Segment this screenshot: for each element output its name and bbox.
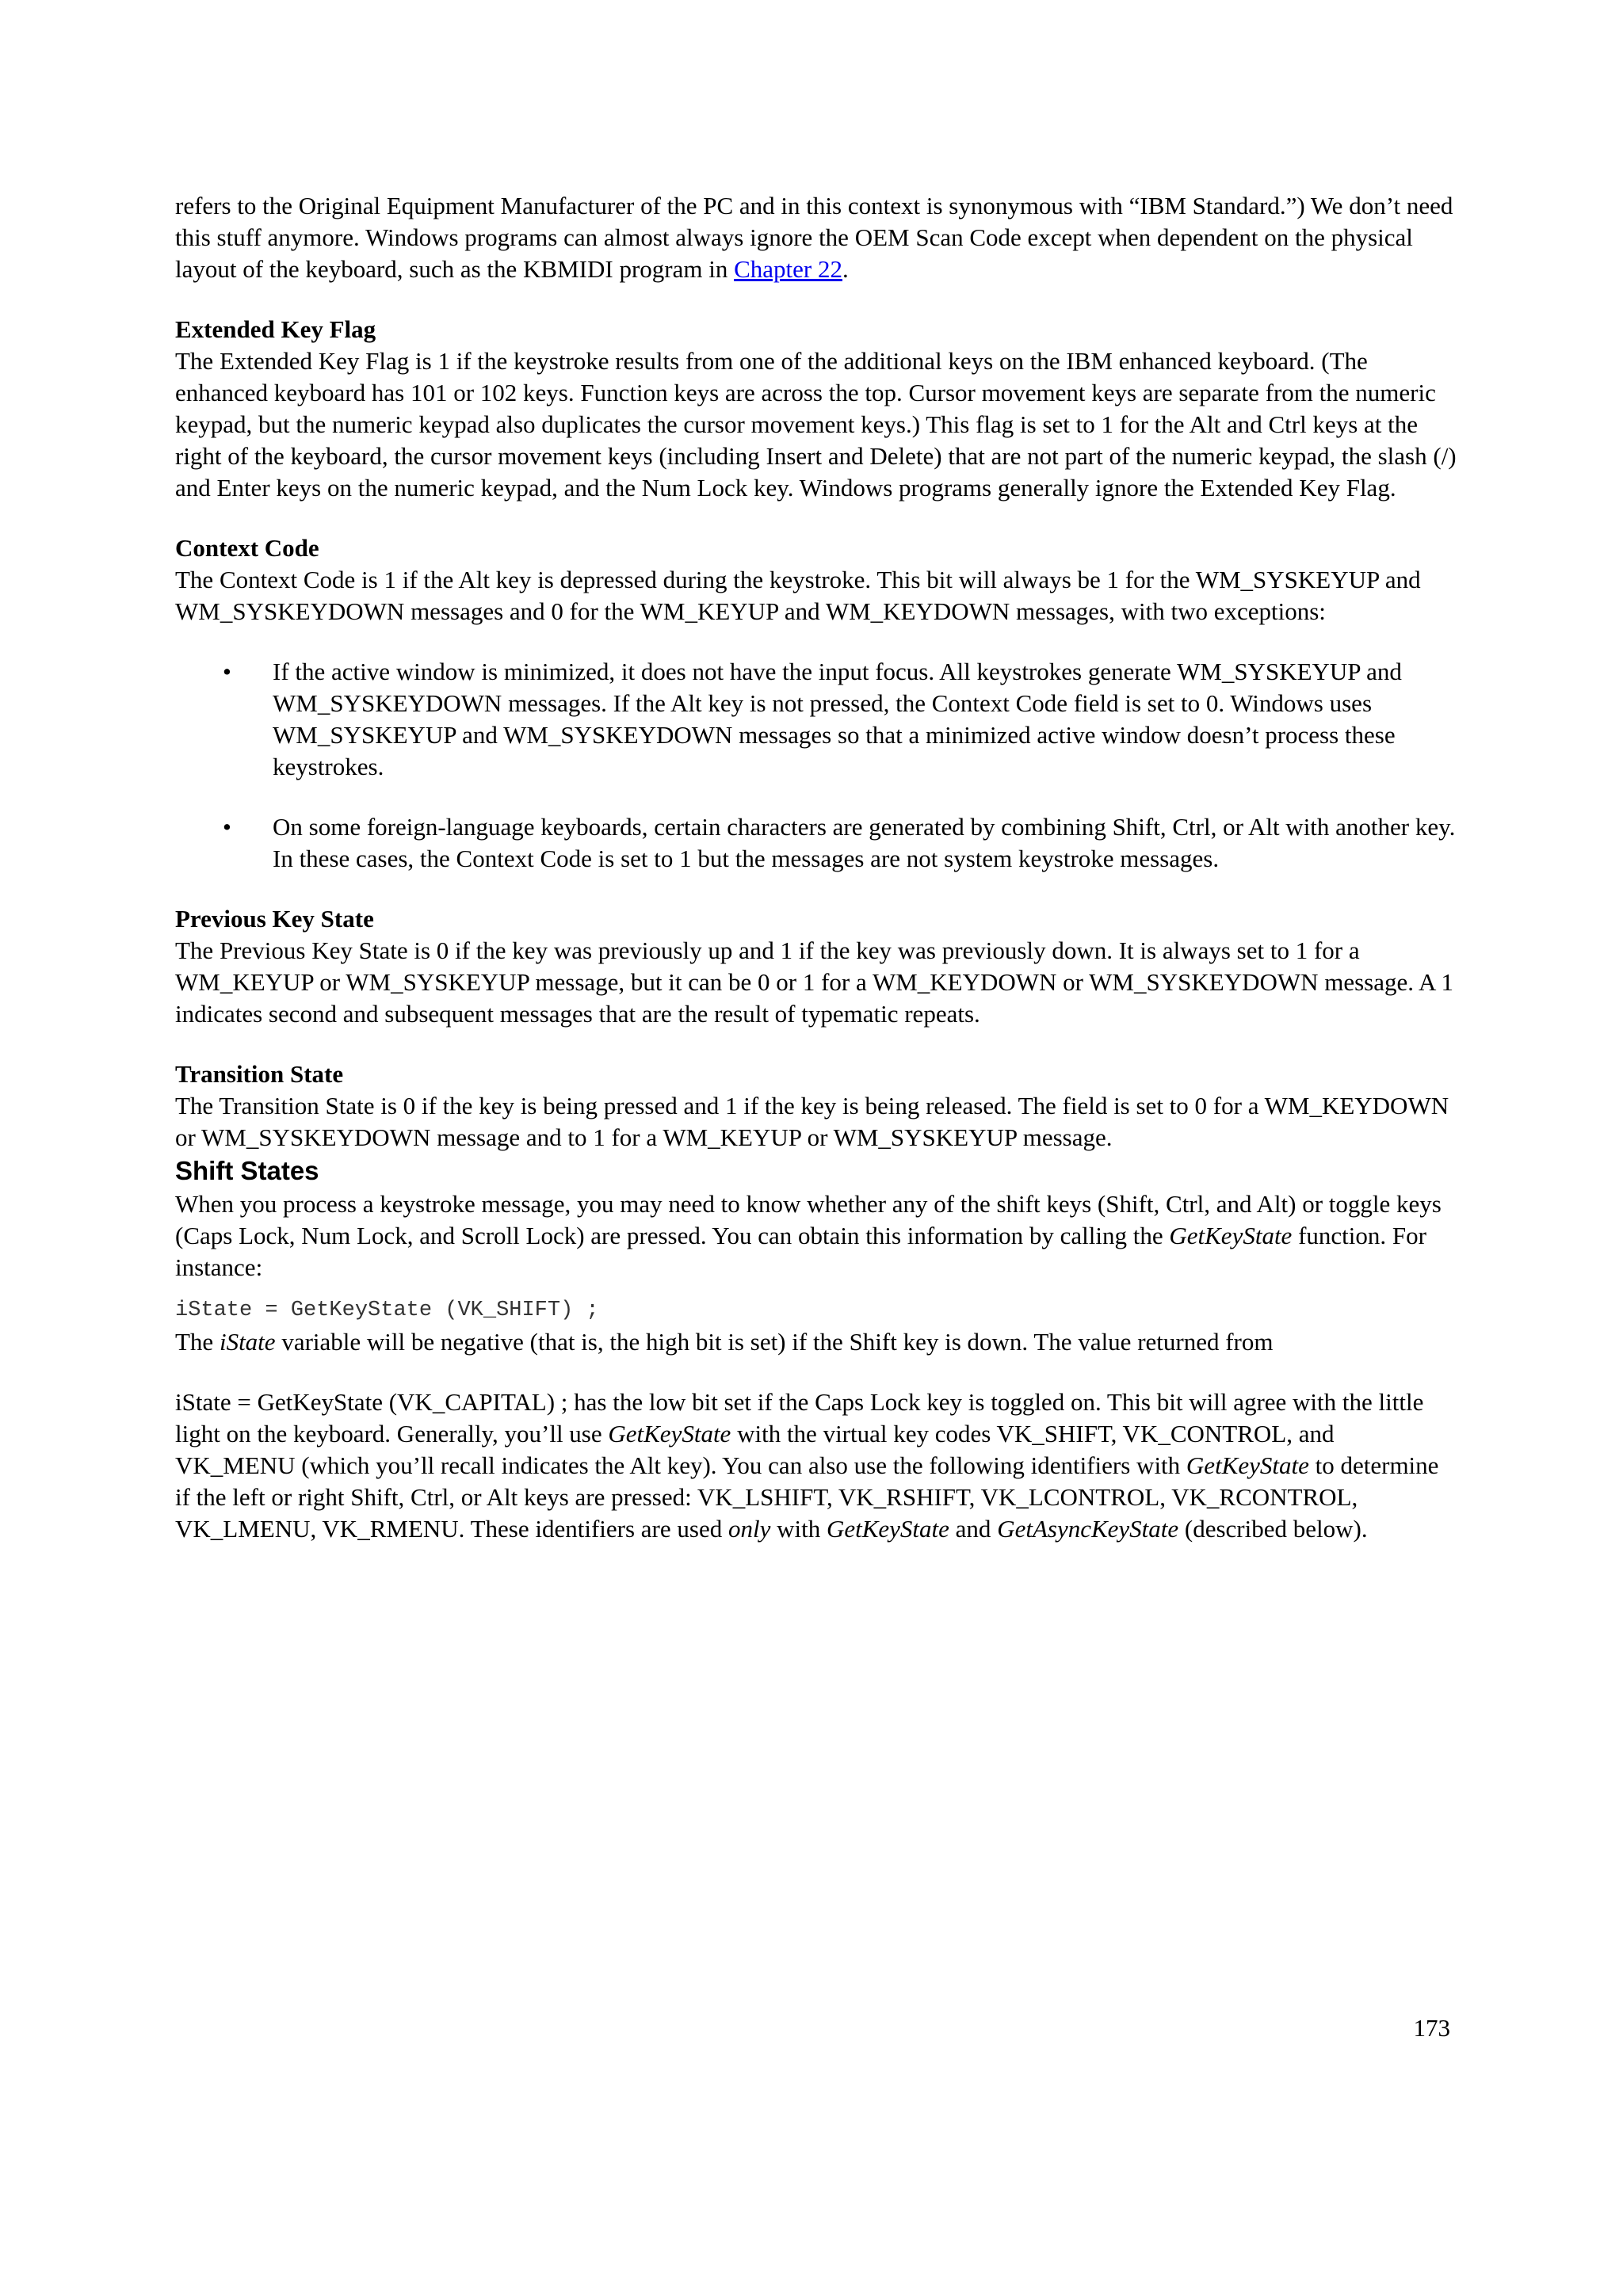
context-code-heading: Context Code xyxy=(175,534,319,562)
bullet-icon: • xyxy=(223,813,231,841)
intro-paragraph: refers to the Original Equipment Manufacturer of the PC and in this context is synonymous with “IBM Standard.”) We don’t need this stuff anymore. Windows programs can almost always ignore the OEM Scan Code except when dependent on the physical layout of the keyboard, such as the KBMIDI program in Chapter 22. xyxy=(175,192,1453,283)
list-item: • If the active window is minimized, it does not have the input focus. All keystrokes generate WM_SYSKEYUP and WM_SYSKEYDOWN messages. If the Alt key is not pressed, the Context Code field is set to 0. Windows uses WM_SYSKEYUP and WM_SYSKEYDOWN messages so that a minimized active window doesn’t process these keystrokes. xyxy=(223,658,1402,780)
code-sample: iState = GetKeyState (VK_SHIFT) ; xyxy=(175,1299,599,1322)
transition-state-heading: Transition State xyxy=(175,1060,344,1088)
document-page xyxy=(175,190,1459,1545)
extended-key-flag-paragraph: The Extended Key Flag is 1 if the keystroke results from one of the additional keys on the IBM enhanced keyboard. (The enhanced keyboard has 101 or 102 keys. Function keys are across the top. Cursor movement keys are separate from the numeric keypad, but the numeric keypad also duplicates the cursor movement keys.) This flag is set to 1 for the Alt and Ctrl keys at the right of the keyboard, the cursor movement keys (including Insert and Delete) that are not part of the numeric keypad, the slash (/) and Enter keys on the numeric keypad, and the Num Lock key. Windows programs generally ignore the Extended Key Flag. xyxy=(175,347,1457,502)
list-item: • On some foreign-language keyboards, certain characters are generated by combining Shift, Ctrl, or Alt with another key. In these cases, the Context Code is set to 1 but the messages are not system keystroke messages. xyxy=(223,813,1456,872)
shift-states-paragraph-2: The iState variable will be negative (that is, the high bit is set) if the Shift key is down. The value returned from xyxy=(175,1328,1274,1356)
bullet-icon: • xyxy=(223,658,231,685)
extended-key-flag-heading: Extended Key Flag xyxy=(175,315,376,343)
shift-states-heading: Shift States xyxy=(175,1156,319,1185)
chapter-22-link[interactable]: Chapter 22 xyxy=(734,255,842,283)
previous-key-state-heading: Previous Key State xyxy=(175,905,374,933)
transition-state-paragraph: The Transition State is 0 if the key is being pressed and 1 if the key is being released. The field is set to 0 for a WM_KEYDOWN or WM_SYSKEYDOWN message and to 1 for a WM_KEYUP or WM_SYSKEYUP message. xyxy=(175,1092,1449,1151)
context-code-exceptions-list xyxy=(175,656,1459,875)
previous-key-state-paragraph: The Previous Key State is 0 if the key was previously up and 1 if the key was previously down. It is always set to 1 for a WM_KEYUP or WM_SYSKEYUP message, but it can be 0 or 1 for a WM_KEYDOWN or WM_SYSKEYDOWN message. A 1 indicates second and subsequent messages that are the result of typematic repeats. xyxy=(175,936,1453,1028)
getkeystate-function-name: GetKeyState xyxy=(1169,1222,1293,1249)
shift-states-paragraph-1: When you process a keystroke message, you may need to know whether any of the shift keys (Shift, Ctrl, and Alt) or toggle keys (Caps Lock, Num Lock, and Scroll Lock) are pressed. You can obtain this information by calling the GetKeyState function. For instance: xyxy=(175,1190,1442,1281)
context-code-paragraph: The Context Code is 1 if the Alt key is depressed during the keystroke. This bit will always be 1 for the WM_SYSKEYUP and WM_SYSKEYDOWN messages and 0 for the WM_KEYUP and WM_KEYDOWN messages, with two exceptions: xyxy=(175,566,1421,625)
shift-states-paragraph-3: iState = GetKeyState (VK_CAPITAL) ; has the low bit set if the Caps Lock key is toggled on. This bit will agree with the little light on the keyboard. Generally, you’ll use GetKeyState with the virtual key codes VK_SHIFT, VK_CONTROL, and VK_MENU (which you’ll recall indicates the Alt key). You can also use the following identifiers with GetKeyState to determine if the left or right Shift, Ctrl, or Alt keys are pressed: VK_LSHIFT, VK_RSHIFT, VK_LCONTROL, VK_RCONTROL, VK_LMENU, VK_RMENU. These identifiers are used only with GetKeyState and GetAsyncKeyState (described below). xyxy=(175,1388,1439,1543)
page-number: 173 xyxy=(1413,2014,1450,2042)
istate-variable-name: iState xyxy=(219,1328,276,1356)
